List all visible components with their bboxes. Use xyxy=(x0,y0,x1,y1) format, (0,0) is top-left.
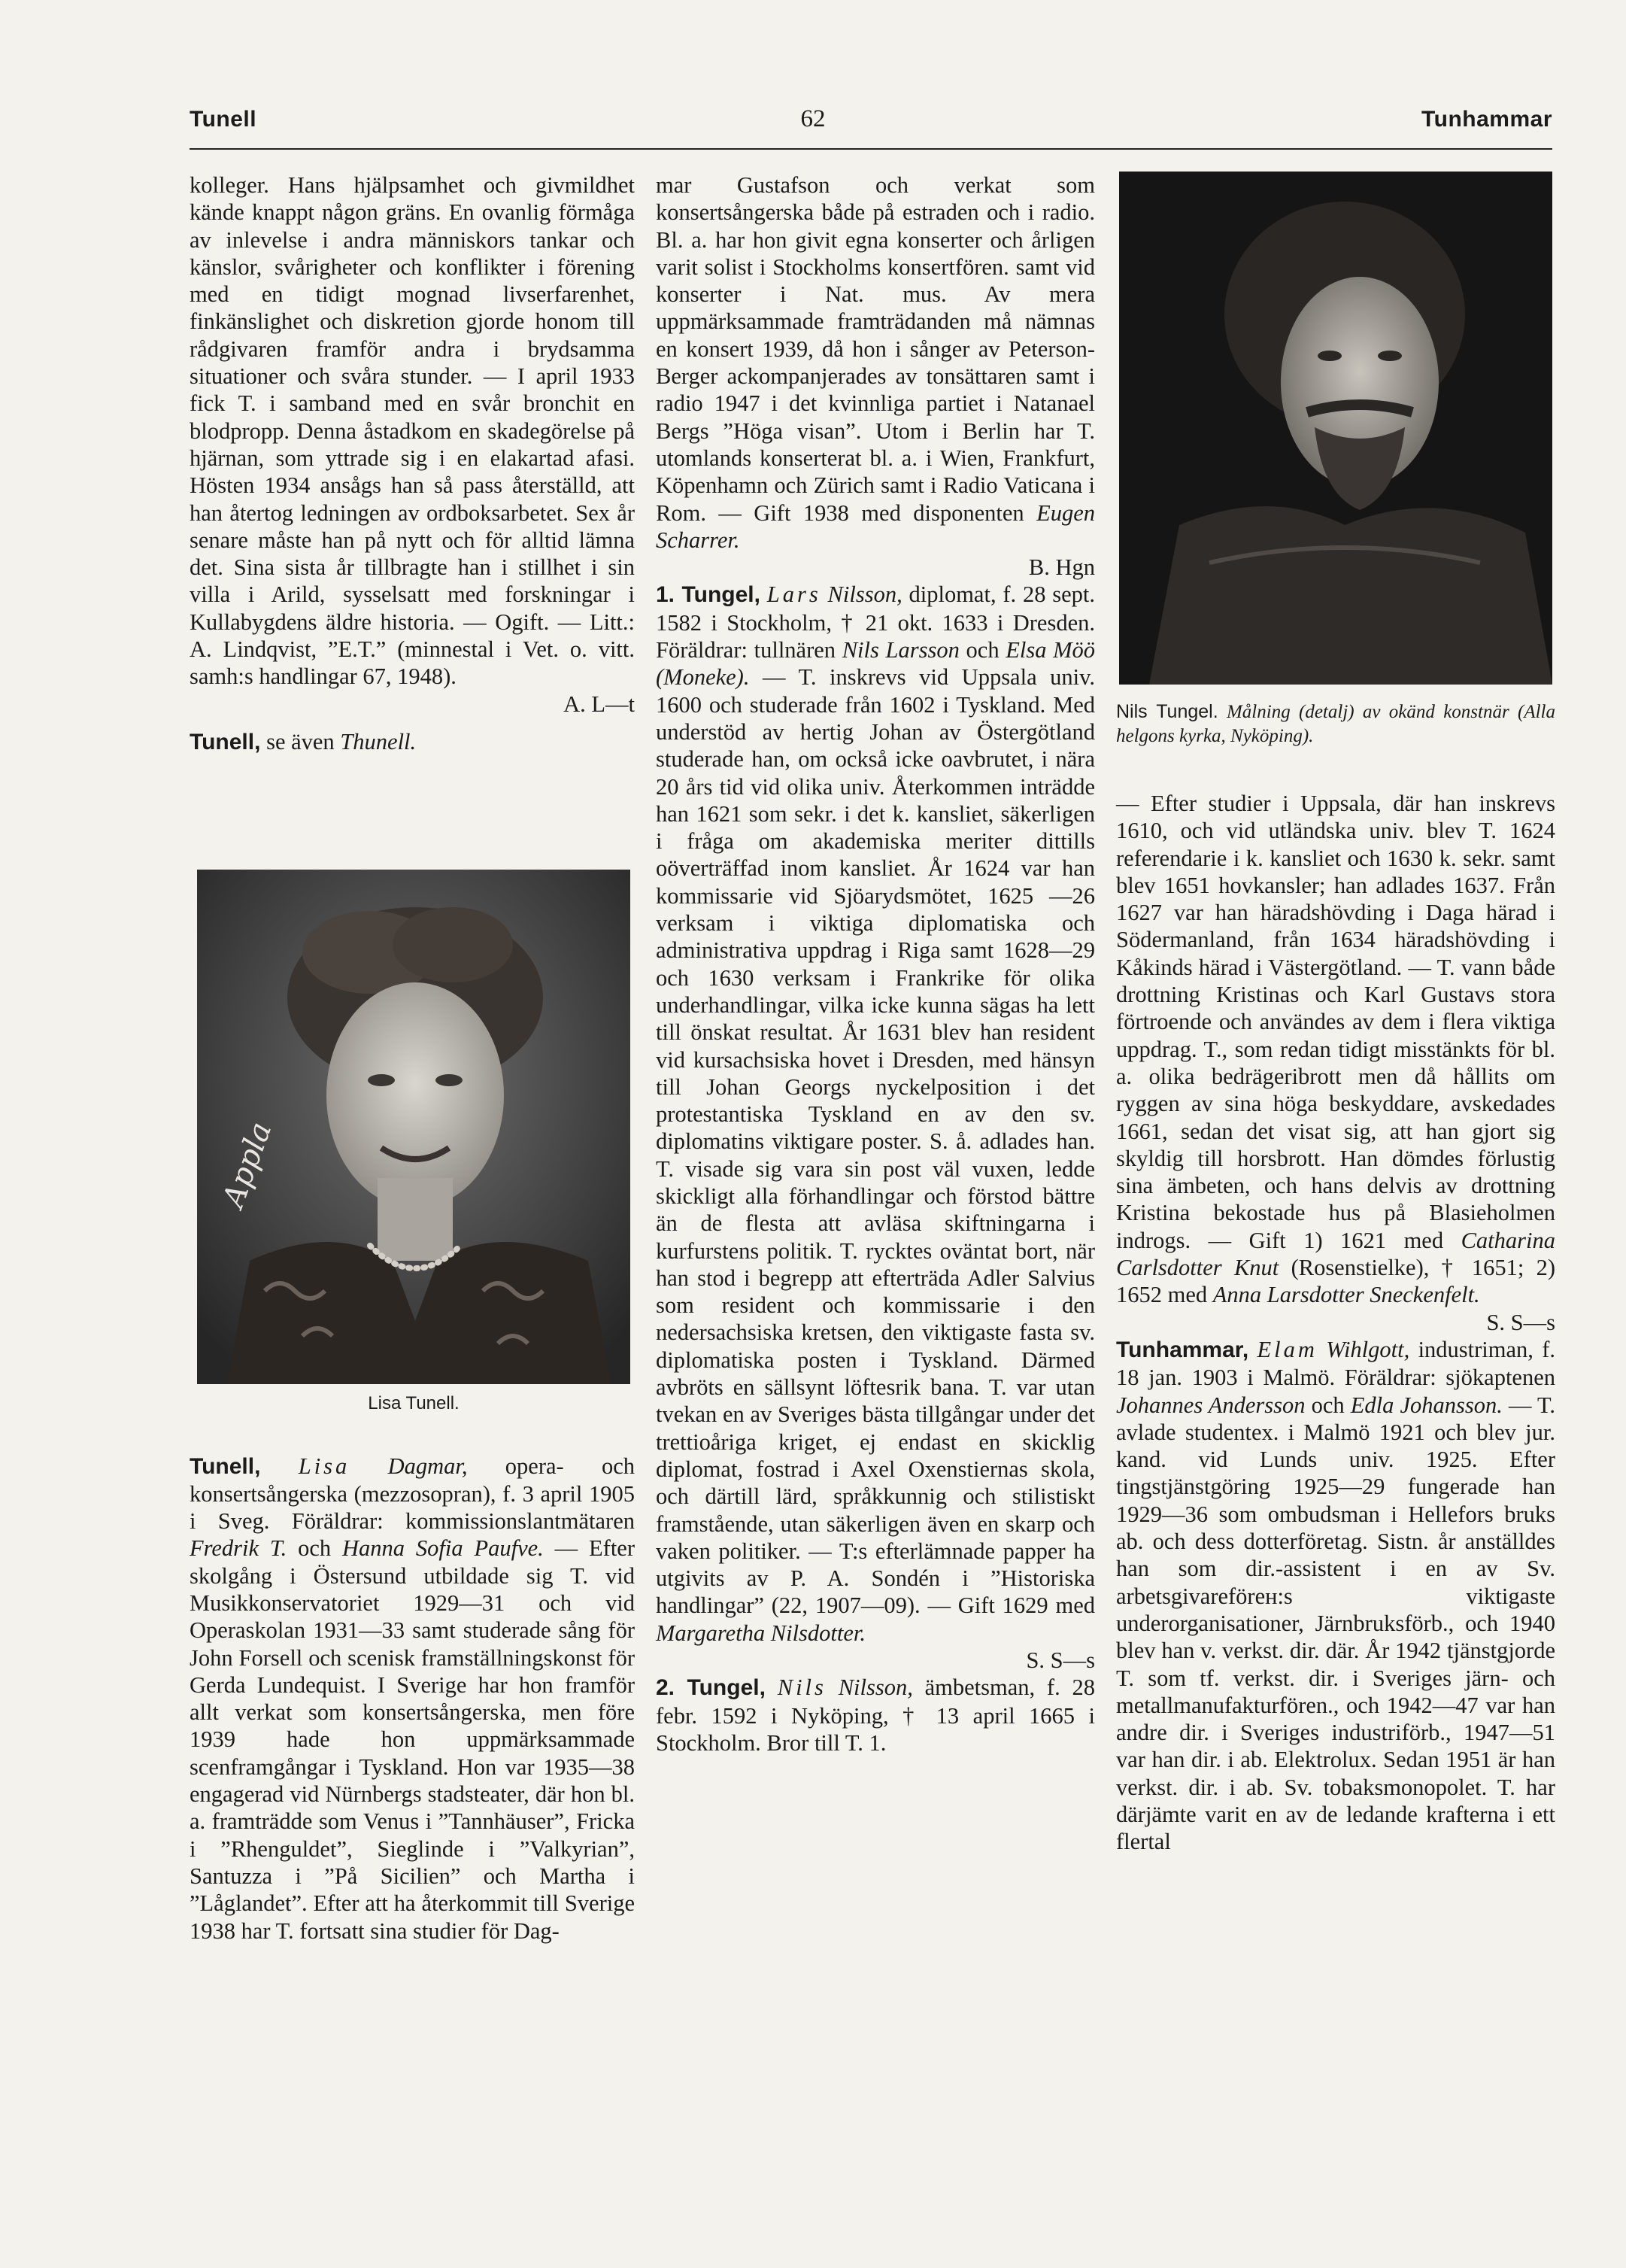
author-signature: S. S—s xyxy=(1026,1647,1095,1674)
running-head-left: Tunell xyxy=(190,107,257,132)
column-1-top xyxy=(190,172,635,756)
column-3 xyxy=(1116,790,1555,1856)
entry-lisa-tunell: Tunell, Lisa Dagmar, opera- och konsertsångerska (mezzosopran), f. 3 april 1905 i Sveg. Föräldrar: kommissionslantmätaren Fredrik T. och Hanna Sofia Paufve. — Efter skolgång i Östersund utbildade sig T. vid Musikkonservatoriet 1929—31 och vid Operaskolan 1931—33 samt studerade sång för John Forsell och scenisk framställningskonst för Gerda Lundequist. I Sverige har hon framför allt verkat som konsertsångerska, men före 1939 hade hon uppmärksammade scenframgångar i Tyskland. Hon var 1935—38 engagerad vid Nürnbergs stadsteater, där hon bl. a. framträdde som Venus i ”Tannhäuser”, Fricka i ”Rhenguldet”, Sieglinde i ”Valkyrian”, Santuzza i ”På Sicilien” och Martha i ”Låglandet”. Efter att ha återkommit till Sverige 1938 har T. fortsatt sina studier för Dag- xyxy=(190,1453,635,1944)
portrait-image xyxy=(1119,172,1552,685)
portrait-caption-nils: Nils Tungel. Målning (detalj) av okänd konstnär (Alla helgons kyrka, Nyköping). xyxy=(1116,701,1555,746)
portrait-nils-tungel xyxy=(1119,172,1552,685)
author-signature: S. S—s xyxy=(1486,1309,1555,1335)
column-2 xyxy=(656,172,1095,1756)
author-signature: A. L—t xyxy=(563,691,635,717)
entry-elam-tunhammar: Tunhammar, Elam Wihlgott, industriman, f. 18 jan. 1903 i Malmö. Föräldrar: sjökaptenen Johannes Andersson och Edla Johansson. — T. avlade studentex. i Malmö 1921 och blev jur. kand. vid Lunds univ. 1925. Efter tingstjänstgöring 1925—29 fungerade han 1929—36 som ombudsman i Hellefors bruks ab. och dess dotterföretag. Sistn. år anställdes han som dir.-assistent i en av Sv. arbetsgivareförен:s viktigaste underorganisationer, Järnbruksförb., och 1940 blev han v. verkst. dir. där. År 1942 tjänstgjorde T. som tf. verkst. dir. i Sveriges järn- och metallmanufakturfören., och 1942—47 var han andre dir. i Sveriges industriförb., 1947—51 var han dir. i ab. Elektrolux. Sedan 1951 är han verkst. dir. i ab. Sv. tobaksmonopolet. T. har därjämte varit en av de ledande krafterna i ett flertal xyxy=(1116,1336,1556,1855)
tunell-entry-end-text: kolleger. Hans hjälpsamhet och givmildhet kände knappt någon gräns. En ovanlig förmåga av inlevelse i andra människors tankar och känslor, svårigheter och konflikter i förening med en tidigt mognad livserfarenhet, finkänslighet och diskretion gjorde honom till rådgivaren framför andra i brydsamma situationer och svåra stunder. — I april 1933 fick T. i samband med en svår bronchit en blodpropp. Denna åstadkom en skadegörelse på hjärnan, som yttrade sig i en elakartad afasi. Hösten 1934 ansågs han så pass återställd, att han återtog ledningen av ordboksarbetet. Sex år senare måste han på nytt och för alltid lämna det. Sina sista år tillbragte han i stillhet i sin villa i Arild, sysselsatt med forskningar i Kullabygdens äldre historia. — Ogift. — Litt.: A. Lindqvist, ”E.T.” (minnestal i Vet. o. vitt. samh:s handlingar 67, 1948). xyxy=(190,172,635,690)
entry-nils-tungel-continued: — Efter studier i Uppsala, där han inskrevs 1610, och vid utländska univ. blev T. 1624 referendarie i k. kansliet och 1630 k. sekr. samt blev 1651 hovkansler; han adlades 1637. Från 1627 var han häradshövding i Daga härad i Södermanland, från 1634 häradshövding i Kåkinds härad i Västergötland. — T. vann både drottning Kristinas och Karl Gustavs stora förtroende och användes av dem i flera viktiga uppdrag. T., som redan tidigt misstänkts för bl. a. olika bedrägeribrott men då hållits om ryggen av sina höga beskyddare, avskedades 1661, sedan det visat sig, att han gjort sig skyldig till horsbrott. Han dömdes förlustig sina ämbeten, och hans delvis av drottning Kristina bekostade hus på Blasieholmen indrogs. — Gift 1) 1621 med Catharina Carlsdotter Knut (Rosenstielke), † 1651; 2) 1652 med Anna Larsdotter Sneckenfelt. xyxy=(1116,791,1556,1308)
entry-nils-tungel: 2. Tungel, Nils Nilsson, ämbetsman, f. 28 febr. 1592 i Nyköping, † 13 april 1665 i Stockholm. Bror till T. 1. xyxy=(656,1674,1095,1756)
running-head-right: Tunhammar xyxy=(1421,107,1552,132)
portrait-image xyxy=(197,870,630,1384)
photographer-signature: Appla xyxy=(216,1117,279,1213)
page-number: 62 xyxy=(800,105,826,132)
column-1-bottom xyxy=(190,1429,635,1967)
header-rule xyxy=(190,148,1552,150)
see-also-entry: Tunell, se även Thunell. xyxy=(190,728,417,754)
portrait-lisa-tunell xyxy=(197,870,630,1384)
author-signature: B. Hgn xyxy=(1028,554,1095,581)
portrait-caption-lisa: Lisa Tunell. xyxy=(368,1393,460,1413)
entry-lars-tungel: 1. Tungel, Lars Nilsson, diplomat, f. 28 sept. 1582 i Stockholm, † 21 okt. 1633 i Dresden. Föräldrar: tullnären Nils Larsson och Elsa Möö (Moneke). — T. inskrevs vid Uppsala univ. 1600 och studerade från 1602 i Tyskland. Med understöd av hertig Johan av Östergötland studerade han, om också icke oavbrutet, i nära 20 års tid vid olika univ. Återkommen inträdde han 1621 som sekr. i det k. kansliet, säkerligen i fråga om akademiska meriter dittills oöverträffad inom kansliet. År 1624 var han kommissarie vid Sjöarydsmötet, 1625 —26 verksam i viktiga diplomatiska och administrativa uppdrag i Riga samt 1628—29 och 1630 verksam i Frankrike för olika underhandlingar, vilka icke kunna sägas ha lett till önskat resultat. År 1631 blev han resident vid kursachsiska hovet i Dresden, med hänsyn till Johan Georgs nyckelposition i det protestantiska Tyskland en av den sv. diplomatins viktigare poster. S. å. adlades han. T. visade sig vara sin post väl vuxen, ledde skickligt alla förhandlingar och förstod bättre än de flesta att avläsa skiftningarna i kurfurstens politik. T. rycktes oväntat bort, när han stod i begrepp att efterträda Adler Salvius som resident och kommissarie i den nedersachsiska kretsen, den viktigaste fasta sv. diplomatiska posten i Tyskland. Därmed avbröts en sällsynt löftesrik bana. T. var utan tvekan en av Sveriges bästa tillgångar under det trettioåriga kriget, ej endast en skicklig diplomat, fostrad i Axel Oxenstiernas skola, och därtill lärd, språkkunnig och stilistiskt framstående, utan säkerligen även en skarp och vaken politiker. — T:s efterlämnade papper ha utgivits av P. A. Sondén i ”Historiska handlingar” (22, 1907—09). — Gift 1629 med Margaretha Nilsdotter. xyxy=(656,581,1096,1646)
entry-lisa-tunell-continued: mar Gustafson och verkat som konsertsångerska både på estraden och i radio. Bl. a. har hon givit egna konserter och årligen varit solist i Stockholms konsertfören. samt vid konserter i Nat. mus. Av mera uppmärksammade framträdanden må nämnas en konsert 1939, då hon i sånger av Peterson-Berger ackompanjerades av tonsättaren samt i radio 1947 i det kvinnliga partiet i Natanael Bergs ”Höga visan”. Utom i Berlin har T. utomlands konserterat bl. a. i Wien, Frankfurt, Köpenhamn och Zürich samt i Radio Vaticana i Rom. — Gift 1938 med disponenten Eugen Scharrer. xyxy=(656,172,1095,553)
